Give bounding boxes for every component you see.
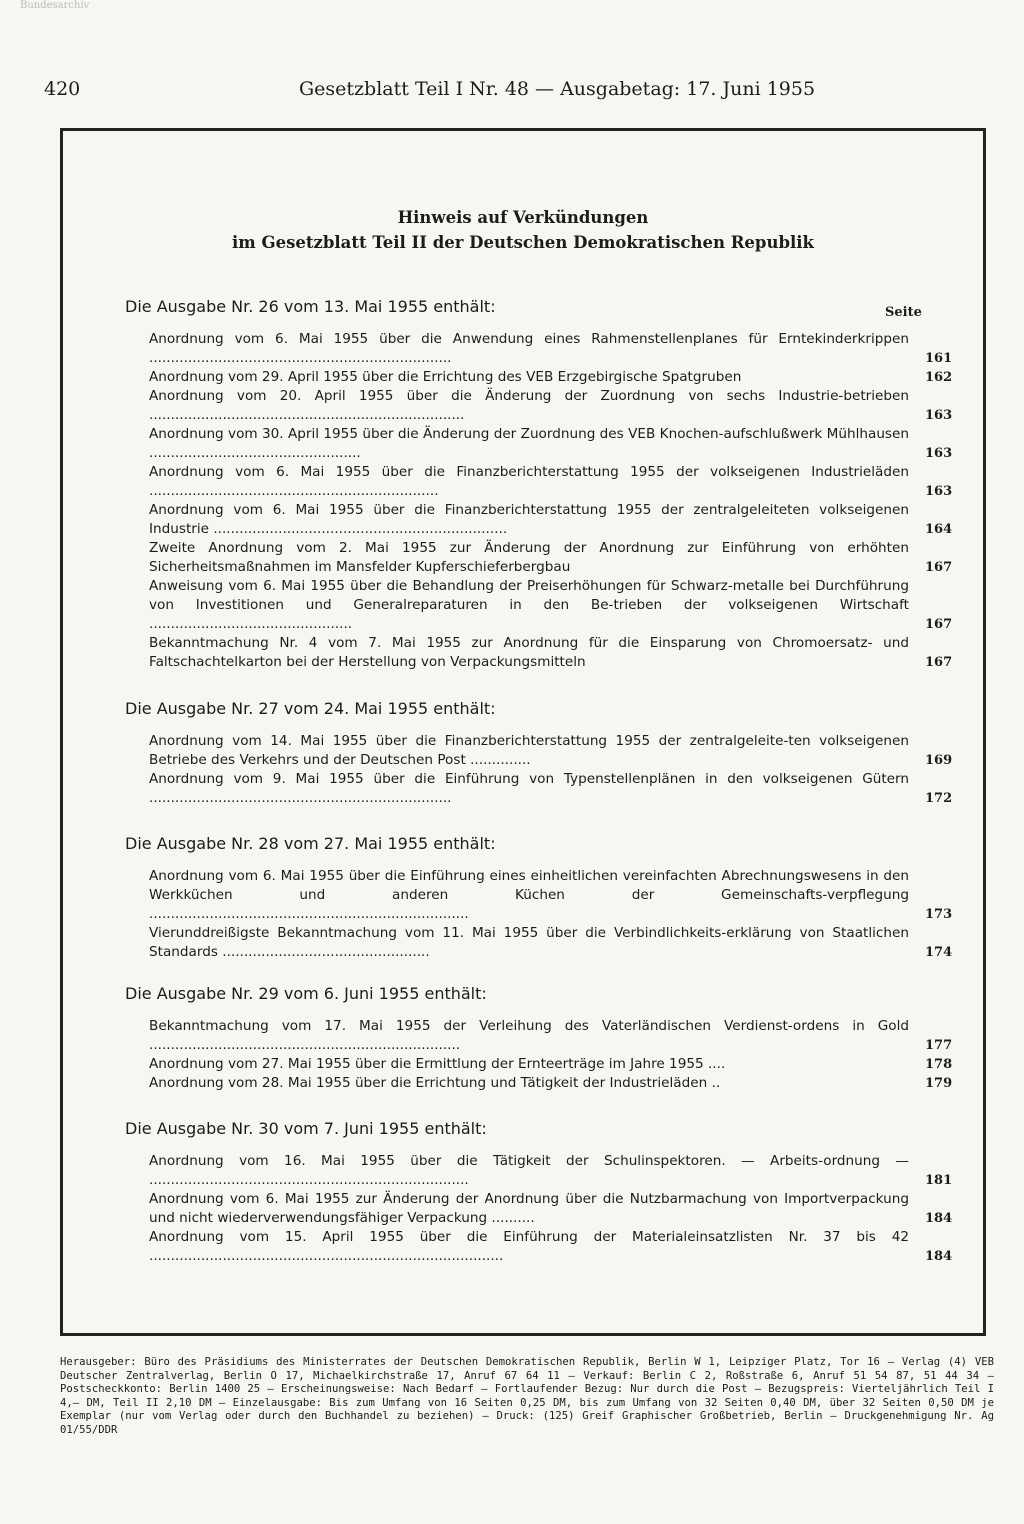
entry-page: 169 [925,753,953,768]
entry-page: 167 [925,655,953,670]
entry-text: Bekanntmachung Nr. 4 vom 7. Mai 1955 zur Anordnung für die Einsparung von Chromoersatz- und Faltschachtelkarton bei der Herstellung von Verpackungsmitteln [149,635,909,670]
issue-section [125,1119,965,1266]
entry-page: 178 [925,1057,953,1072]
entry-page: 181 [925,1173,953,1188]
entry [149,732,953,770]
entry-page: 177 [925,1038,953,1053]
entry-page: 164 [925,522,953,537]
archive-watermark: Bundesarchiv [20,0,90,11]
issue-section [125,834,965,962]
entry [149,330,953,368]
entry-page: 173 [925,907,953,922]
entry [149,1055,953,1074]
page-number: 420 [44,78,81,100]
entry-page: 163 [925,446,953,461]
entry-text: Anordnung vom 29. April 1955 über die Errichtung des VEB Erzgebirgische Spatgruben [149,369,742,385]
page-header [44,78,994,108]
entry-text: Anordnung vom 6. Mai 1955 über die Einführung eines einheitlichen vereinfachten Abrechnungswesens in den Werkküchen und anderen Küchen der Gemeinschafts-verpflegung .......................................................................... [149,868,909,922]
entry-text: Anordnung vom 6. Mai 1955 über die Finanzberichterstattung 1955 der volkseigenen Industrieläden ................................................................... [149,464,909,499]
entry-page: 172 [925,791,953,806]
entry-page: 163 [925,408,953,423]
issue-section [125,297,965,672]
page-title: Gesetzblatt Teil I Nr. 48 — Ausgabetag: 17. Juni 1955 [299,78,816,100]
entry [149,463,953,501]
entry [149,577,953,634]
entry [149,634,953,672]
entry-text: Anordnung vom 30. April 1955 über die Änderung der Zuordnung des VEB Knochen-aufschlußwerk Mühlhausen ................................................. [149,426,909,461]
box-heading-line1: Hinweis auf Verkündungen [397,208,649,227]
entry-page: 161 [925,351,953,366]
entry-text: Zweite Anordnung vom 2. Mai 1955 zur Änderung der Anordnung zur Einführung von erhöhten Sicherheitsmaßnahmen im Mansfelder Kupferschieferbergbau [149,540,909,575]
entry-page: 167 [925,617,953,632]
entry [149,501,953,539]
issue-title: Die Ausgabe Nr. 30 vom 7. Juni 1955 enthält: [125,1119,487,1138]
issue-title: Die Ausgabe Nr. 29 vom 6. Juni 1955 enthält: [125,984,487,1003]
entry-text: Anordnung vom 6. Mai 1955 zur Änderung der Anordnung über die Nutzbarmachung von Importverpackung und nicht wiederverwendungsfähiger Verpackung .......... [149,1191,909,1226]
entry [149,1190,953,1228]
entry-text: Anordnung vom 14. Mai 1955 über die Finanzberichterstattung 1955 der zentralgeleite-ten volkseigenen Betriebe des Verkehrs und der Deutschen Post .............. [149,733,909,768]
entry-page: 184 [925,1249,953,1264]
seite-column-label: Seite [885,305,922,320]
entry [149,387,953,425]
entry [149,539,953,577]
announcement-box [60,128,986,1336]
entry-text: Anordnung vom 27. Mai 1955 über die Ermittlung der Ernteerträge im Jahre 1955 .... [149,1056,726,1072]
entry [149,1017,953,1055]
entry [149,924,953,962]
issue-title: Die Ausgabe Nr. 28 vom 27. Mai 1955 enthält: [125,834,496,853]
entry-text: Anordnung vom 20. April 1955 über die Änderung der Zuordnung von sechs Industrie-betrieben ......................................................................... [149,388,909,423]
entry-page: 162 [925,370,953,385]
issue-title: Die Ausgabe Nr. 27 vom 24. Mai 1955 enthält: [125,699,496,718]
entry [149,867,953,924]
entry [149,1152,953,1190]
entry-text: Anordnung vom 6. Mai 1955 über die Anwendung eines Rahmenstellenplanes für Erntekinderkrippen ...................................................................... [149,331,909,366]
entry-text: Vierunddreißigste Bekanntmachung vom 11. Mai 1955 über die Verbindlichkeits-erklärung von Staatlichen Standards ................................................ [149,925,909,960]
entry [149,1074,953,1093]
entry-page: 179 [925,1076,953,1091]
entry-text: Anordnung vom 6. Mai 1955 über die Finanzberichterstattung 1955 der zentralgeleiteten volkseigenen Industrie .................................................................... [149,502,909,537]
box-heading-line2: im Gesetzblatt Teil II der Deutschen Demokratischen Republik [232,233,814,252]
issue-section [125,699,965,808]
entry-text: Anordnung vom 15. April 1955 über die Einführung der Materialeinsatzlisten Nr. 37 bis 42 .................................................................................. [149,1229,909,1264]
entry [149,1228,953,1266]
entry-text: Anordnung vom 28. Mai 1955 über die Errichtung und Tätigkeit der Industrieläden .. [149,1075,721,1091]
issue-section [125,984,965,1093]
entry-text: Anordnung vom 16. Mai 1955 über die Tätigkeit der Schulinspektoren. — Arbeits-ordnung — .......................................................................... [149,1153,909,1188]
entry [149,770,953,808]
entry-text: Anweisung vom 6. Mai 1955 über die Behandlung der Preiserhöhungen für Schwarz-metalle bei Durchführung von Investitionen und Generalreparaturen in den Be-trieben der volkseigenen Wirtschaft ............................................... [149,578,909,632]
imprint: Herausgeber: Büro des Präsidiums des Ministerrates der Deutschen Demokratischen Republik, Berlin W 1, Leipziger Platz, Tor 16 — Verlag (4) VEB Deutscher Zentralverlag, Berlin O 17, Michaelkirchstraße 17, Anruf 67 64 11 — Verkauf: Berlin C 2, Roßstraße 6, Anruf 51 54 87, 51 44 34 — Postscheckkonto: Berlin 1400 25 — Erscheinungsweise: Nach Bedarf — Fortlaufender Bezug: Nur durch die Post — Bezugspreis: Vierteljährlich Teil I 4,— DM, Teil II 2,10 DM — Einzelausgabe: Bis zum Umfang von 16 Seiten 0,25 DM, bis zum Umfang von 32 Seiten 0,40 DM, über 32 Seiten 0,50 DM je Exemplar (nur vom Verlag oder durch den Buchhandel zu beziehen) — Druck: (125) Greif Graphischer Großbetrieb, Berlin — Druckgenehmigung Nr. Ag 01/55/DDR [60,1356,994,1436]
entry-text: Anordnung vom 9. Mai 1955 über die Einführung von Typenstellenplänen in den volkseigenen Gütern ...................................................................... [149,771,909,806]
entry-page: 167 [925,560,953,575]
entry-text: Bekanntmachung vom 17. Mai 1955 der Verleihung des Vaterländischen Verdienst-ordens in Gold ........................................................................ [149,1018,909,1053]
entry [149,425,953,463]
issue-title: Die Ausgabe Nr. 26 vom 13. Mai 1955 enthält: [125,297,496,316]
entry-page: 163 [925,484,953,499]
entry-page: 184 [925,1211,953,1226]
entry-page: 174 [925,945,953,960]
entry [149,368,953,387]
